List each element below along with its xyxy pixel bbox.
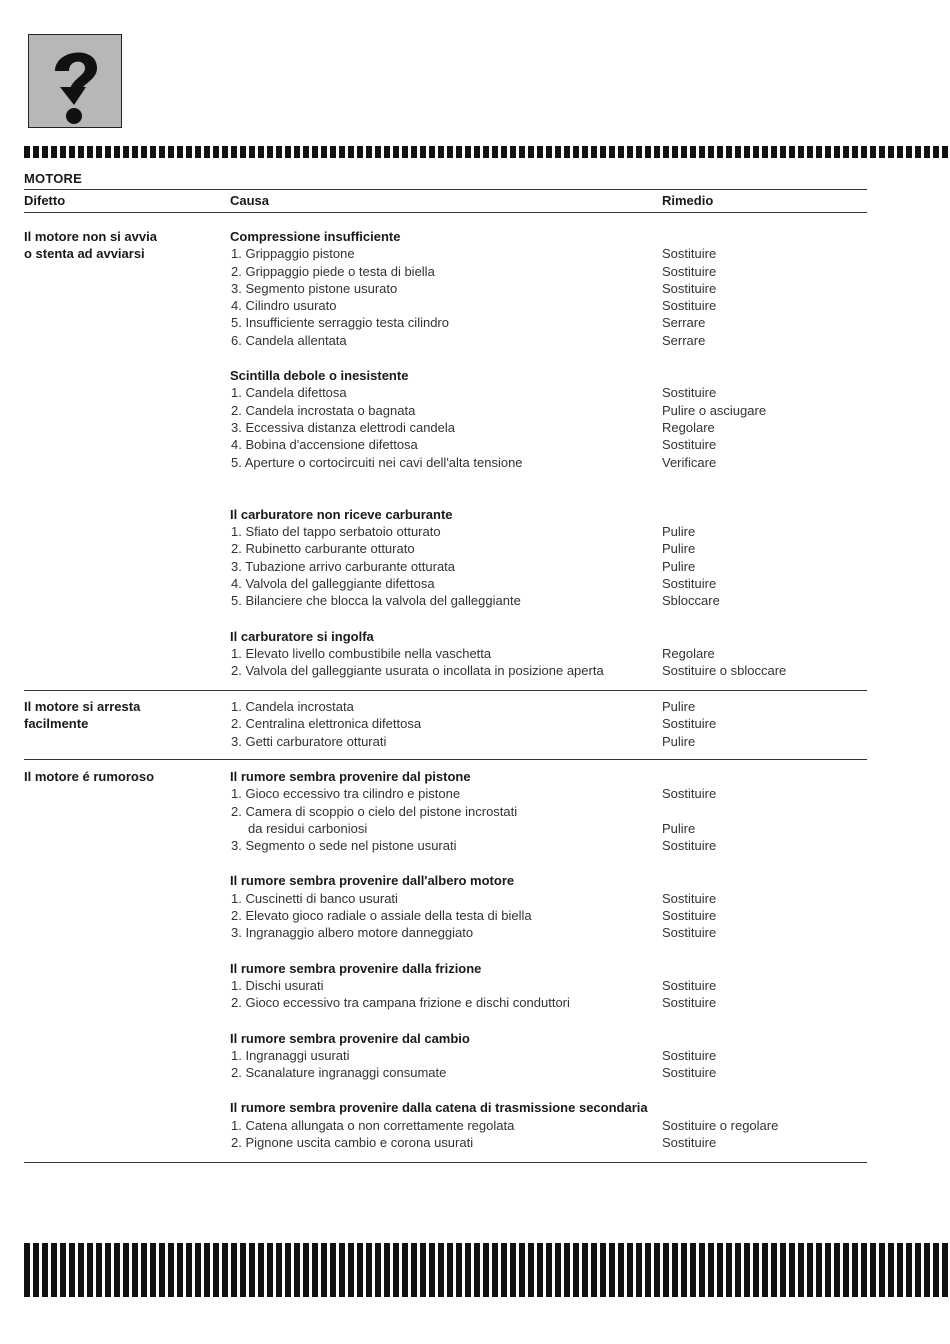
- table-row: 2. Grippaggio piede o testa di biella Sostituire: [231, 263, 717, 279]
- table-row: 2. Rubinetto carburante otturato Pulire: [231, 541, 696, 557]
- table-row: 1. Elevato livello combustibile nella vaschetta Regolare: [231, 645, 715, 661]
- table-row: 1. Cuscinetti di banco usurati Sostituire: [231, 890, 717, 906]
- defect-label: Il motore si arresta facilmente: [24, 699, 141, 732]
- table-row: 2. Pignone uscita cambio e corona usurati Sostituire: [231, 1135, 717, 1151]
- cause-list: [230, 698, 850, 750]
- defect-label: Il motore é rumoroso: [24, 769, 155, 784]
- cause-group: [230, 1099, 850, 1151]
- cause-group: [230, 1030, 850, 1082]
- table-row: 5. Bilanciere che blocca la valvola del galleggiante Sbloccare: [231, 593, 720, 609]
- header-rule-top: [24, 189, 867, 190]
- table-row: 1. Candela incrostata Pulire: [231, 699, 696, 714]
- table-row: 6. Candela allentata Serrare: [231, 332, 706, 348]
- table-row: 1. Grippaggio pistone Sostituire: [231, 246, 717, 262]
- table-row: 3. Getti carburatore otturati Pulire: [231, 733, 696, 749]
- table-row: 1. Dischi usurati Sostituire: [231, 977, 717, 993]
- table-row: 3. Segmento pistone usurato Sostituire: [231, 280, 717, 296]
- table-row: 4. Valvola del galleggiante difettosa Sostituire: [231, 576, 717, 592]
- column-header-remedy: Rimedio: [662, 193, 714, 208]
- table-row: 2. Scanalature ingranaggi consumate Sostituire: [231, 1065, 717, 1081]
- cause-group: [230, 768, 850, 854]
- cause-group: [230, 228, 850, 349]
- table-row: 5. Aperture o cortocircuiti nei cavi dell'alta tensione Verificare: [231, 454, 717, 470]
- group-title: Scintilla debole o inesistente: [230, 368, 409, 384]
- troubleshooting-question-icon: [28, 34, 122, 128]
- group-title: Il carburatore non riceve carburante: [230, 506, 453, 522]
- table-row: da residui carboniosi Pulire: [248, 820, 696, 836]
- table-row: 3. Tubazione arrivo carburante otturata Pulire: [231, 558, 696, 574]
- section-divider: [24, 690, 867, 691]
- table-row: 1. Catena allungata o non correttamente regolata Sostituire o regolare: [231, 1117, 779, 1133]
- table-row: 3. Eccessiva distanza elettrodi candela Regolare: [231, 419, 715, 435]
- top-stripe-divider: [24, 146, 950, 158]
- group-title: Il rumore sembra provenire dall'albero motore: [230, 873, 515, 889]
- group-title: Il carburatore si ingolfa: [230, 628, 374, 644]
- cause-group: [230, 367, 850, 471]
- table-row: 3. Ingranaggio albero motore danneggiato Sostituire: [231, 925, 717, 941]
- cause-group: [230, 872, 850, 941]
- group-title: Compressione insufficiente: [230, 229, 401, 244]
- cause-group: [230, 960, 850, 1012]
- group-title: Il rumore sembra provenire dal pistone: [230, 769, 471, 784]
- section-title: MOTORE: [24, 171, 83, 186]
- cause-group: [230, 698, 850, 750]
- table-row: 2. Gioco eccessivo tra campana frizione e dischi conduttori Sostituire: [231, 995, 717, 1011]
- cause-group: [230, 628, 850, 680]
- cause-group: [230, 506, 850, 610]
- table-row: 1. Sfiato del tappo serbatoio otturato Pulire: [231, 524, 696, 540]
- column-header-cause: Causa: [230, 193, 270, 208]
- table-row: 2. Elevato gioco radiale o assiale della testa di biella Sostituire: [231, 908, 717, 924]
- group-title: Il rumore sembra provenire dal cambio: [230, 1030, 470, 1046]
- table-row: 3. Segmento o sede nel pistone usurati Sostituire: [231, 838, 717, 854]
- section-divider: [24, 759, 867, 760]
- group-title: Il rumore sembra provenire dalla catena di trasmissione secondaria: [230, 1100, 648, 1116]
- header-rule-bottom: [24, 212, 867, 213]
- table-row: 4. Cilindro usurato Sostituire: [231, 298, 717, 314]
- column-header-defect: Difetto: [24, 193, 66, 208]
- table-row: 2. Camera di scoppio o cielo del pistone incrostati: [231, 803, 518, 819]
- table-row: 2. Centralina elettronica difettosa Sostituire: [231, 716, 717, 732]
- cause-list: [230, 228, 850, 680]
- table-row: 1. Candela difettosa Sostituire: [231, 385, 717, 401]
- defect-label: Il motore non si avvia o stenta ad avviarsi: [24, 229, 157, 262]
- cause-list: [230, 768, 850, 1151]
- bottom-stripe-divider: [24, 1243, 950, 1297]
- table-row: 2. Candela incrostata o bagnata Pulire o asciugare: [231, 402, 767, 418]
- table-row: 4. Bobina d'accensione difettosa Sostituire: [231, 437, 717, 453]
- table-row: 5. Insufficiente serraggio testa cilindro Serrare: [231, 315, 706, 331]
- table-row: 2. Valvola del galleggiante usurata o incollata in posizione aperta Sostituire o sbloccare: [231, 663, 787, 679]
- table-row: 1. Ingranaggi usurati Sostituire: [231, 1047, 717, 1063]
- table-row: 1. Gioco eccessivo tra cilindro e pistone Sostituire: [231, 786, 717, 802]
- table-bottom-rule: [24, 1162, 867, 1163]
- group-title: Il rumore sembra provenire dalla frizione: [230, 960, 482, 976]
